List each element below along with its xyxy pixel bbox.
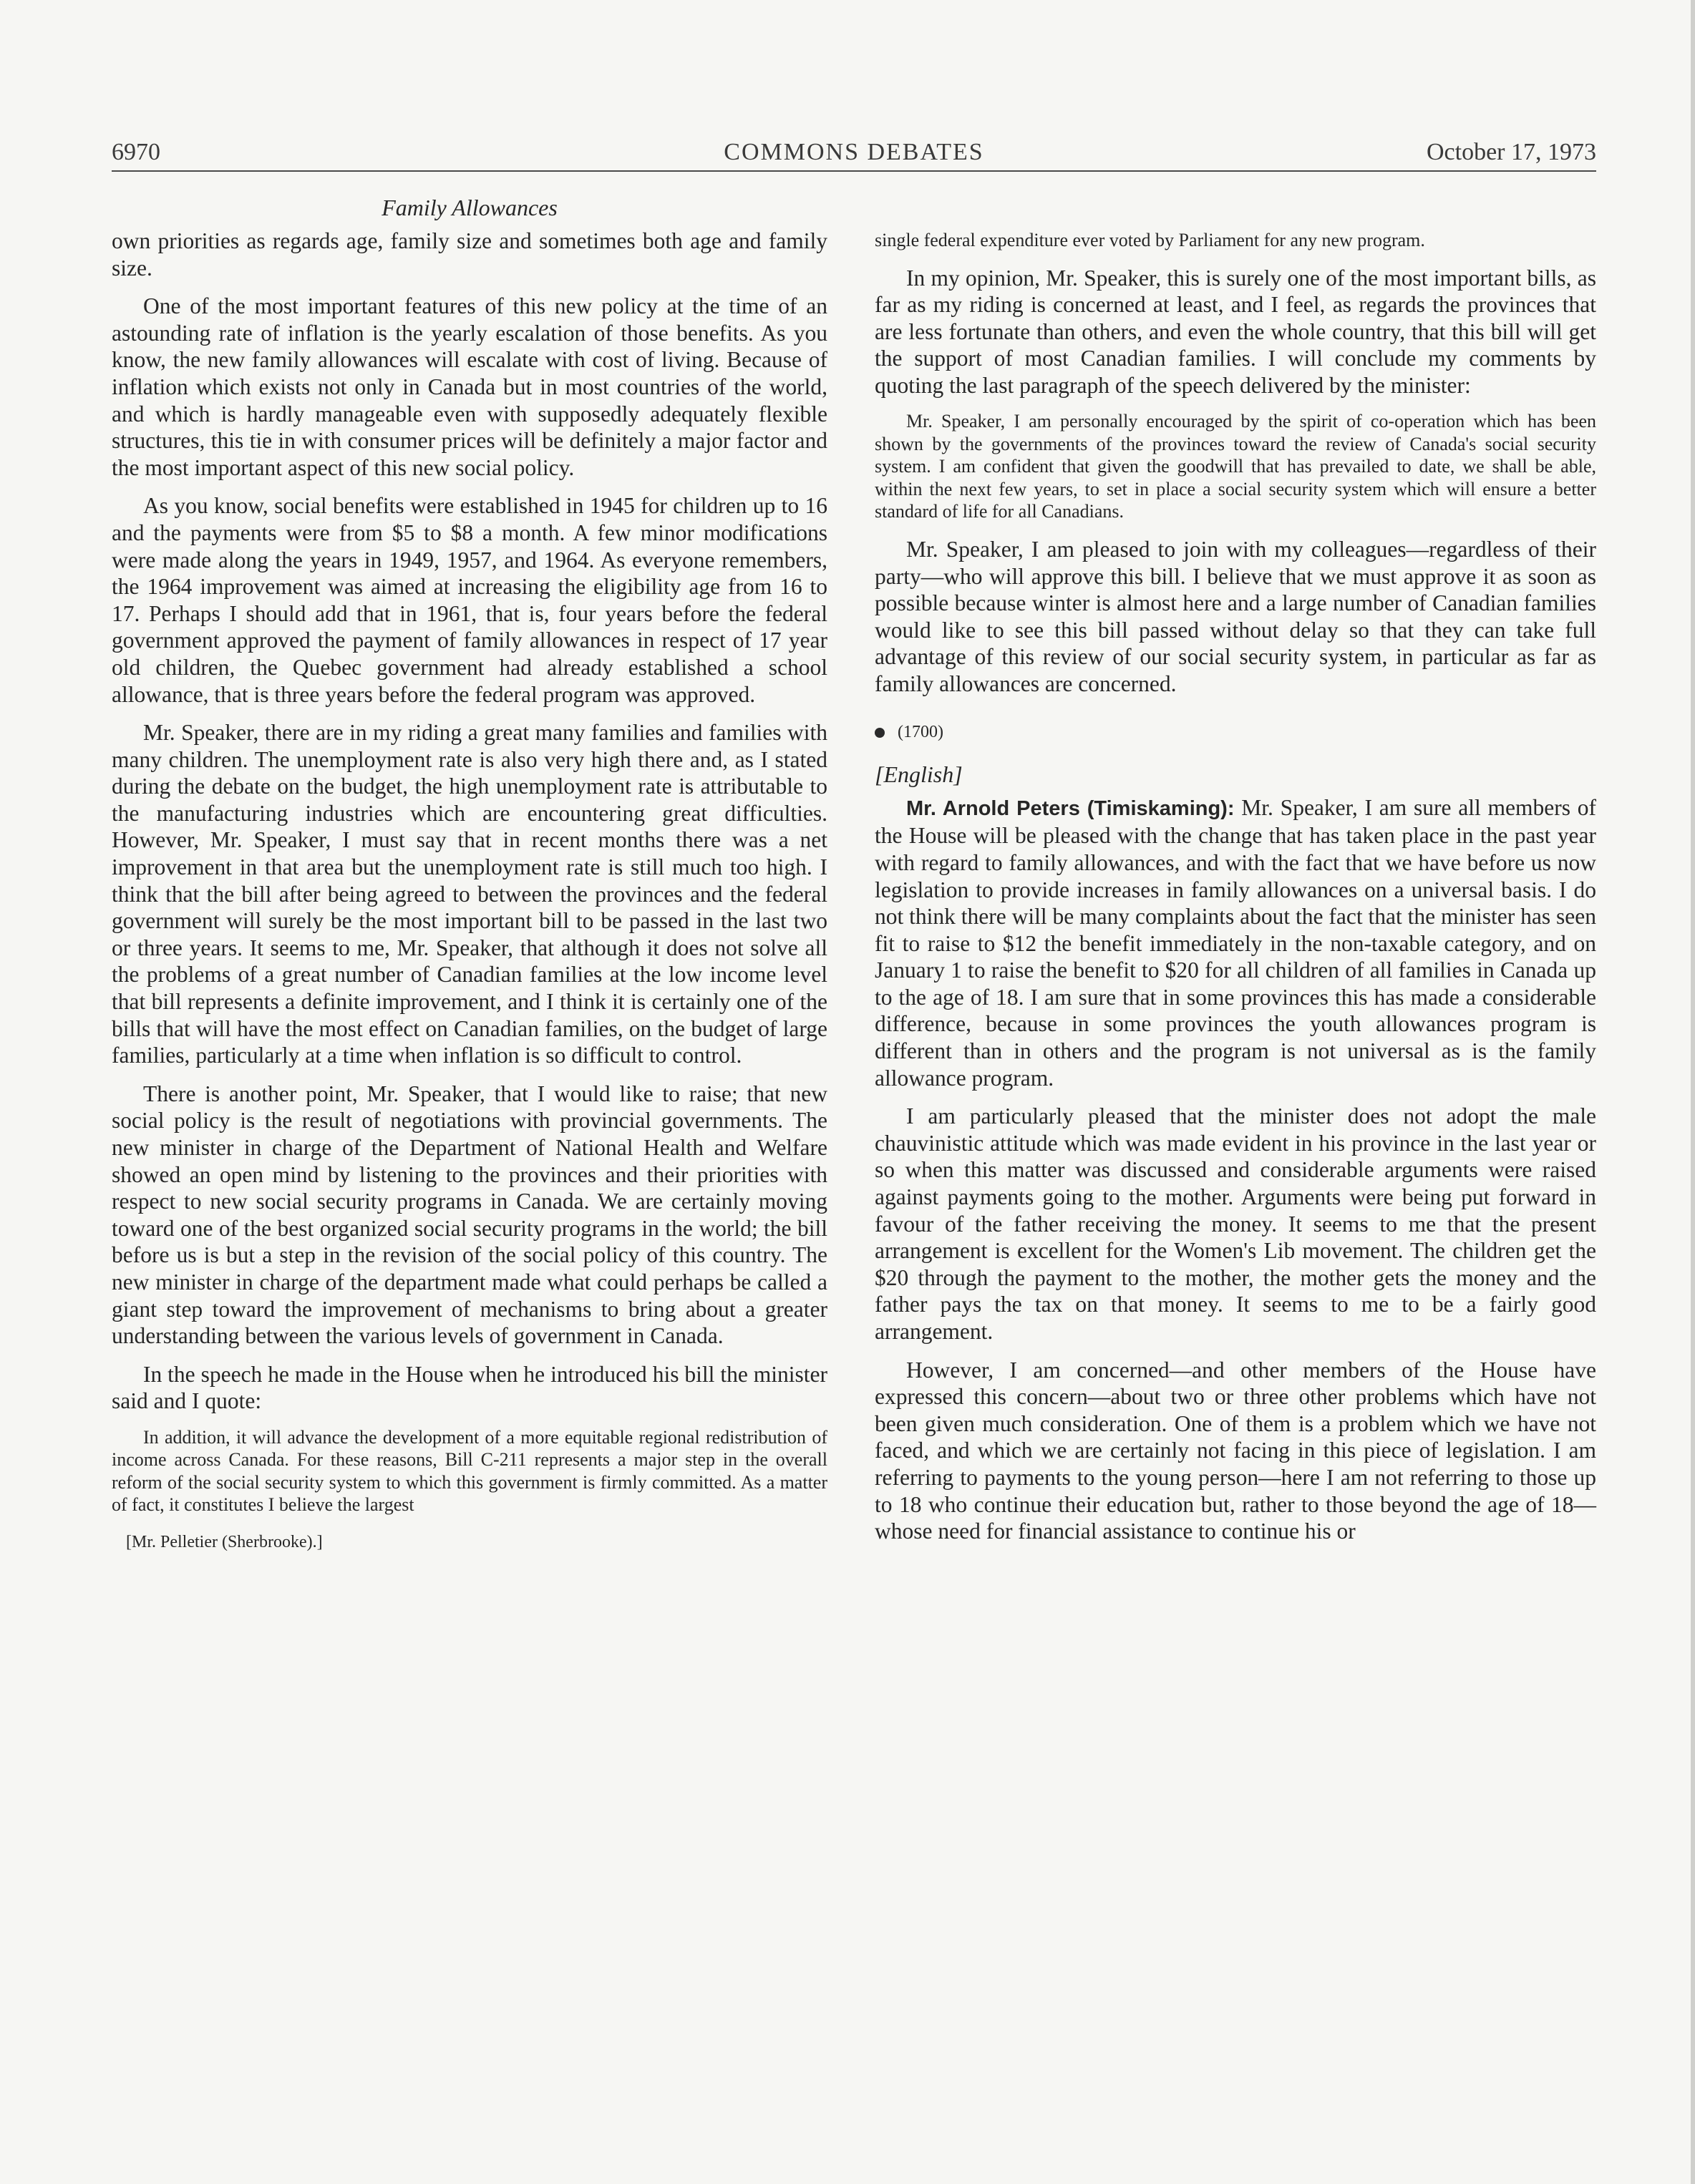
page-footer-speaker: [Mr. Pelletier (Sherbrooke).] (126, 1532, 323, 1551)
paragraph: own priorities as regards age, family size and sometimes both age and family size. (112, 228, 827, 281)
paragraph: Mr. Speaker, there are in my riding a great many families and families with many children. The unemployment rate is also very high there and, as I stated during the debate on the budget, the high unemployment rate is attributable to the manufacturing industries which are encountering great difficulties. However, Mr. Speaker, I must say that in recent months there was a net improvement in that area but the unemployment rate is still much too high. I think that the bill after being agreed to between the provinces and the federal government will surely be the most important bill to be passed in the last two or three years. It seems to me, Mr. Speaker, that although it does not solve all the problems of a great number of Canadian families at the low income level that bill represents a definite improvement, and I think it is certainly one of the bills that will have the most effect on Canadian families, on the budget of large families, particularly at a time when inflation is so difficult to control. (112, 720, 827, 1068)
bullet-icon (875, 728, 885, 738)
block-quote-continuation: single federal expenditure ever voted by Parliament for any new program. (875, 230, 1425, 250)
publication-date: October 17, 1973 (1426, 139, 1596, 165)
paragraph: However, I am concerned—and other members of the House have expressed this concern—about two or three other problems which have not been given much consideration. One of them is a problem which we have not faced, and which we are certainly not facing in this piece of legislation. I am referring to payments to the young person—here I am not referring to those up to 18 who continue their education but, rather to those beyond the age of 18—whose need for financial assistance to continue his or (875, 1357, 1596, 1544)
paragraph: Mr. Speaker, I am pleased to join with my colleagues—regardless of their party—who will approve this bill. I believe that we must approve it as soon as possible because winter is almost here and a large number of Canadian families would like to see this bill passed without delay so that they can take full advantage of this review of our social security system, in particular as far as family allowances are concerned. (875, 536, 1596, 696)
time-marker-text: (1700) (898, 722, 943, 741)
speaker-name: Mr. Arnold Peters (Timiskaming): (906, 796, 1235, 820)
speech-text: Mr. Speaker, I am sure all members of the House will be pleased with the change that has taken place in the past year with regard to family allowances, and with the fact that we have before us now legislation to provide increases in family allowances on a universal basis. I do not think there will be many complaints about the fact that the minister has seen fit to raise to $12 the benefit immediately in the non-taxable category, and on January 1 to raise the benefit to $20 for all children of all families in Canada up to the age of 18. I am sure that in some provinces this has made a considerable difference, because in some provinces the youth allowances program is different than in others and the program is not universal as is the family allowance program. (875, 794, 1597, 1091)
paragraph: One of the most important features of this new policy at the time of an astounding rate of inflation is the yearly escalation of those benefits. As you know, the new family allowances will escalate with cost of living. Because of inflation which exists not only in Canada but in most countries of the world, and which is hardly manageable even with supposedly adequately flexible structures, this tie in with consumer prices will be definitely a major factor and the most important aspect of this new social policy. (112, 293, 827, 480)
left-column (112, 228, 827, 1556)
paragraph: In the speech he made in the House when he introduced his bill the minister said and I quote: (112, 1361, 827, 1414)
language-tag: [English] (875, 761, 963, 788)
section-title: Family Allowances (382, 195, 558, 220)
header-rule (112, 170, 1596, 172)
page-number: 6970 (112, 139, 160, 165)
speech-paragraph (875, 794, 1596, 1092)
time-marker (875, 719, 1596, 746)
block-quote: In addition, it will advance the development of a more equitable regional redistribution of income across Canada. For these reasons, Bill C-211 represents a major step in the overall reform of the social security system to which this government is firmly committed. As a matter of fact, it constitutes I believe the largest (112, 1426, 827, 1516)
publication-title: COMMONS DEBATES (724, 139, 984, 165)
paragraph: There is another point, Mr. Speaker, that I would like to raise; that new social policy is the result of negotiations with provincial governments. The new minister in charge of the Department of National Health and Welfare showed an open mind by listening to the provinces and their priorities with respect to new social security programs in Canada. We are certainly moving toward one of the best organized social security programs in the world; the bill before us is but a step in the revision of the social policy of this country. The new minister in charge of the department made what could perhaps be called a giant step toward the improvement of mechanisms to bring about a greater understanding between the various levels of government in Canada. (112, 1081, 827, 1349)
page-edge (1691, 0, 1695, 2184)
block-quote: Mr. Speaker, I am personally encouraged by the spirit of co-operation which has been shown by the governments of the provinces toward the review of Canada's social security system. I am confident that given the goodwill that has prevailed to date, we shall be able, within the next few years, to set in place a social security system which will ensure a better standard of life for all Canadians. (875, 411, 1596, 522)
paragraph: I am particularly pleased that the minister does not adopt the male chauvinistic attitude which was made evident in his province in the last year or so when this matter was discussed and considerable arguments were raised against payments going to the mother. Arguments were being put forward in favour of the father receiving the money. It seems to me that the present arrangement is excellent for the Women's Lib movement. The children get the $20 through the payment to the mother, the mother gets the money and the father pays the tax on that money. It seems to me to be a fairly good arrangement. (875, 1103, 1596, 1344)
paragraph: In my opinion, Mr. Speaker, this is surely one of the most important bills, as far as my riding is concerned at least, and I feel, as regards the provinces that are less fortunate than others, and even the whole country, that this bill will get the support of most Canadian families. I will conclude my comments by quoting the last paragraph of the speech delivered by the minister: (875, 265, 1596, 398)
page-header (112, 135, 1596, 170)
right-column (875, 229, 1596, 1556)
paragraph: As you know, social benefits were established in 1945 for children up to 16 and the payments were from $5 to $8 a month. A few minor modifications were made along the years in 1949, 1957, and 1964. As everyone remembers, the 1964 improvement was aimed at increasing the eligibility age from 16 to 17. Perhaps I should add that in 1961, that is, four years before the federal government approved the payment of family allowances in respect of 17 year old children, the Quebec government had already established a school allowance, that is three years before the federal program was approved. (112, 493, 827, 707)
